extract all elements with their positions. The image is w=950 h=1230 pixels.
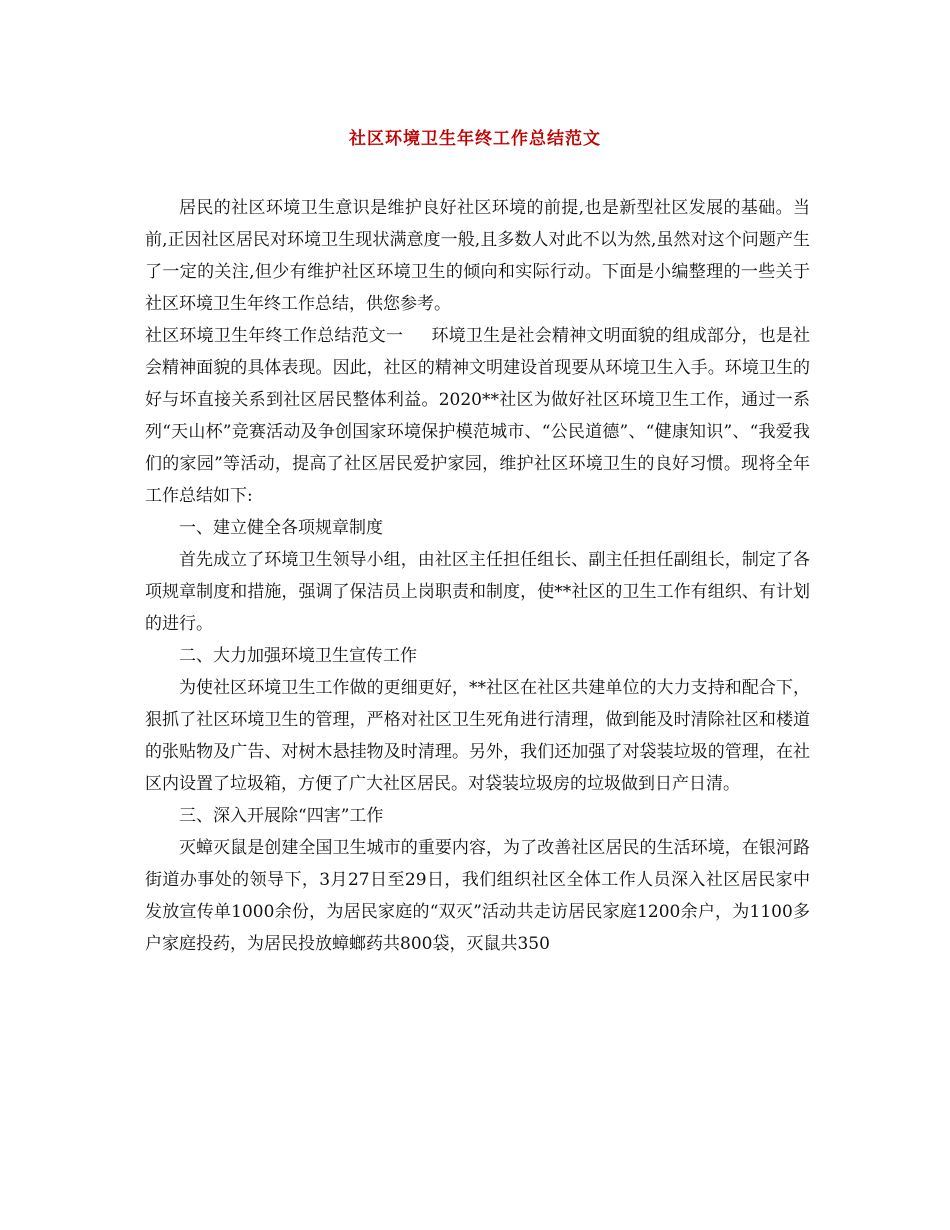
document-body bbox=[145, 192, 810, 960]
section-heading: 社区环境卫生年终工作总结范文一 bbox=[145, 326, 404, 346]
section-lead-text: 环境卫生是社会精神文明面貌的组成部分，也是社会精神面貌的具体表现。因此，社区的精神文明建设首现要从环境卫生入手。环境卫生的好与坏直接关系到社区居民整体利益。2020**社区为做好社区环境卫生工作，通过一系列“天山杯”竞赛活动及争创国家环境保护模范城市、“公民道德”、“健康知识”、“我爱我们的家园”等活动，提高了社区居民爱护家园，维护社区环境卫生的良好习惯。现将全年工作总结如下: bbox=[145, 326, 811, 506]
paragraph-three: 灭蟑灭鼠是创建全国卫生城市的重要内容，为了改善社区居民的生活环境，在银河路街道办事处的领导下，3月27日至29日，我们组织社区全体工作人员深入社区居民家中发放宣传单1000余份，为居民家庭的“双灭”活动共走访居民家庭1200余户，为1100多户家庭投药，为居民投放蟑螂药共800袋，灭鼠共350 bbox=[145, 838, 810, 954]
intro-paragraph: 居民的社区环境卫生意识是维护良好社区环境的前提,也是新型社区发展的基础。当前,正因社区居民对环境卫生现状满意度一般,且多数人对此不以为然,虽然对这个问题产生了一定的关注,但少有维护社区环境卫生的倾向和实际行动。下面是小编整理的一些关于社区环境卫生年终工作总结，供您参考。 bbox=[145, 198, 810, 314]
document-title: 社区环境卫生年终工作总结范文 bbox=[349, 129, 601, 149]
paragraph-two: 为使社区环境卫生工作做的更细更好，**社区在社区共建单位的大力支持和配合下，狠抓了社区环境卫生的管理，严格对社区卫生死角进行清理，做到能及时清除社区和楼道的张贴物及广告、对树木悬挂物及时清理。另外，我们还加强了对袋装垃圾的管理，在社区内设置了垃圾箱，方便了广大社区居民。对袋装垃圾房的垃圾做到日产日清。 bbox=[145, 678, 810, 794]
heading-two: 二、大力加强环境卫生宣传工作 bbox=[179, 646, 417, 666]
heading-one: 一、建立健全各项规章制度 bbox=[179, 518, 383, 538]
section-one-paragraph bbox=[145, 320, 810, 512]
paragraph-one: 首先成立了环境卫生领导小组，由社区主任担任组长、副主任担任副组长，制定了各项规章制度和措施，强调了保洁员上岗职责和制度，使**社区的卫生工作有组织、有计划的进行。 bbox=[145, 550, 810, 634]
heading-three: 三、深入开展除“四害”工作 bbox=[179, 806, 384, 826]
